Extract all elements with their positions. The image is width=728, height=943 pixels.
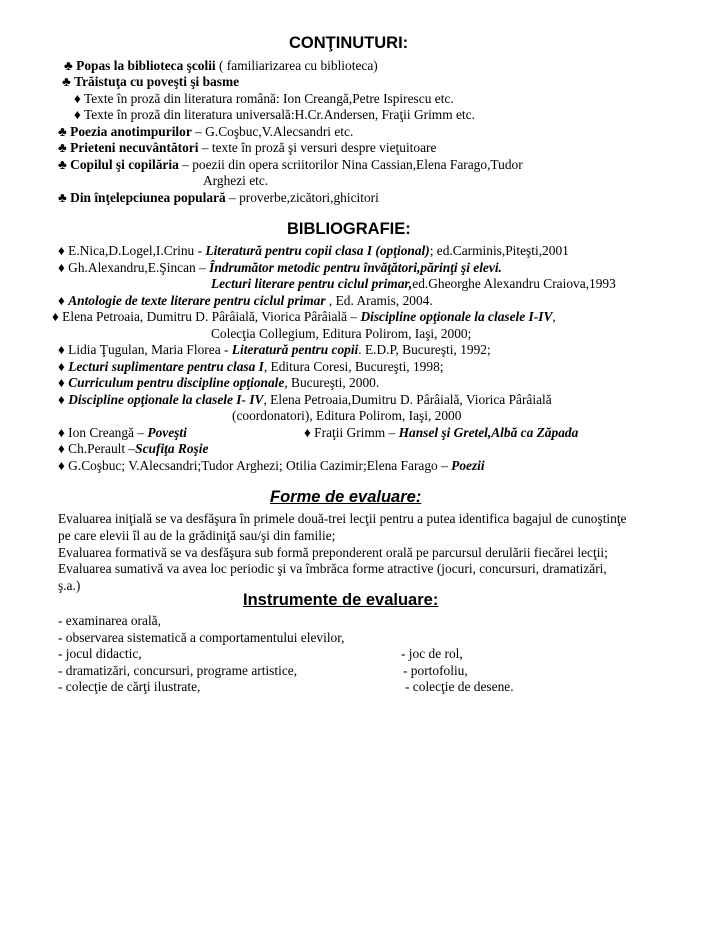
content-line-3 (74, 91, 454, 107)
biblio-entry-8-cont: (coordonatori), Editura Polirom, Iaşi, 2000 (232, 408, 462, 423)
biblio-author: ♦ Gh.Alexandru,E.Şincan – (58, 260, 210, 275)
club-bullet-icon: ♣ (58, 157, 67, 172)
instrumente-evaluare-heading: Instrumente de evaluare: (243, 591, 439, 609)
content-line-5 (58, 124, 353, 140)
forme-paragraph-line: Evaluarea sumativă va avea loc periodic şi va îmbrăca forme atractive (jocuri, concursuri, dramatizări, (58, 561, 607, 576)
biblio-author: ♦ Elena Petroaia, Dumitru D. Pârâială, Viorica Pârâială – (52, 309, 361, 324)
club-bullet-icon: ♣ (58, 140, 67, 155)
biblio-work-title: Hansel şi Gretel,Albă ca Zăpada (398, 425, 579, 440)
biblio-work-title: Literatură pentru copii clasa I (opţional) (205, 243, 430, 258)
club-bullet-icon: ♣ (58, 124, 67, 139)
instrument-item: - portofoliu, (403, 663, 468, 678)
content-detail: – G.Coşbuc,V.Alecsandri etc. (191, 124, 354, 139)
content-topic: Prieteni necuvântători (70, 140, 199, 155)
content-line-2 (62, 74, 239, 90)
biblio-entry-4 (52, 309, 556, 325)
club-bullet-icon: ♣ (58, 190, 67, 205)
biblio-publisher: , Ed. Aramis, 2004. (325, 293, 433, 308)
continuturi-heading: CONŢINUTURI: (289, 34, 409, 52)
content-topic: Copilul şi copilăria (70, 157, 179, 172)
content-line-4 (74, 107, 475, 123)
biblio-publisher: , Elena Petroaia,Dumitru D. Pârâială, Viorica Pârâială (263, 392, 552, 407)
biblio-work-title: Discipline opţionale la clasele I-IV (360, 309, 553, 324)
diamond-bullet-icon: ♦ (74, 107, 81, 122)
biblio-bullet: ♦ (58, 392, 69, 407)
content-detail: Texte în proză din literatura română: Ion Creangă,Petre Ispirescu etc. (83, 91, 454, 106)
forme-paragraph-line: Evaluarea formativă se va desfăşura sub formă preponderent orală pe parcursul derulării fiecărei lecţii; (58, 545, 608, 560)
instrument-item: - dramatizări, concursuri, programe artistice, (58, 663, 298, 678)
biblio-author: ♦ E.Nica,D.Logel,I.Crinu - (58, 243, 206, 258)
biblio-author: ♦ Lidia Ţugulan, Maria Florea - (58, 342, 232, 357)
biblio-publisher: , Bucureşti, 2000. (284, 375, 380, 390)
content-line-7 (58, 157, 523, 173)
biblio-work-title: Antologie de texte literare pentru ciclul primar (68, 293, 326, 308)
content-line-8 (58, 190, 379, 206)
content-topic: Trăistuţa cu poveşti şi basme (74, 74, 240, 89)
instrument-item: - joc de rol, (401, 646, 463, 661)
biblio-bullet: ♦ (58, 293, 69, 308)
forme-evaluare-heading: Forme de evaluare: (270, 488, 422, 506)
biblio-work-title: Îndrumător metodic pentru învăţători,părinţi şi elevi. (209, 260, 502, 275)
biblio-author: ♦ Ion Creangă – (58, 425, 148, 440)
biblio-work-title: Lecturi suplimentare pentru clasa I (68, 359, 264, 374)
forme-paragraph-line: Evaluarea iniţială se va desfăşura în primele două-trei lecţii pentru a putea identifica bagajul de cunoştinţe (58, 511, 627, 526)
biblio-entry-1 (58, 243, 569, 259)
biblio-entry-9 (58, 425, 187, 441)
content-line-7-cont: Arghezi etc. (203, 173, 269, 188)
instrument-item: - colecţie de desene. (405, 679, 514, 694)
instrument-item: - examinarea orală, (58, 613, 161, 628)
biblio-entry-2-cont (211, 276, 616, 292)
content-topic: Poezia anotimpurilor (70, 124, 192, 139)
biblio-work-title: Literatură pentru copii (231, 342, 359, 357)
biblio-work-title: Lecturi literare pentru ciclul primar, (211, 276, 413, 291)
biblio-entry-8 (58, 392, 552, 408)
biblio-work-title: Curriculum pentru discipline opţionale (68, 375, 285, 390)
biblio-work-title: Scufiţa Roşie (135, 441, 209, 456)
diamond-bullet-icon: ♦ (74, 91, 81, 106)
biblio-entry-6 (58, 359, 444, 375)
content-detail: Texte în proză din literatura universală:H.Cr.Andersen, Fraţii Grimm etc. (83, 107, 475, 122)
biblio-author: ♦ Fraţii Grimm – (304, 425, 399, 440)
biblio-entry-2 (58, 260, 502, 276)
content-line-1 (64, 58, 378, 74)
biblio-entry-11 (58, 458, 485, 474)
content-line-6 (58, 140, 436, 156)
content-topic: Din înţelepciunea populară (70, 190, 226, 205)
content-topic: Popas la biblioteca şcolii (76, 58, 216, 73)
instrument-item: - jocul didactic, (58, 646, 142, 661)
biblio-work-title: Poezii (451, 458, 485, 473)
instrument-item: - observarea sistematică a comportamentului elevilor, (58, 630, 345, 645)
instrument-item: - colecţie de cărţi ilustrate, (58, 679, 201, 694)
biblio-entry-7 (58, 375, 379, 391)
biblio-author: ♦ Ch.Perault – (58, 441, 136, 456)
biblio-entry-5 (58, 342, 491, 358)
content-detail: ( familiarizarea cu biblioteca) (215, 58, 378, 73)
biblio-publisher: ed.Gheorghe Alexandru Craiova,1993 (412, 276, 616, 291)
bibliografie-heading: BIBLIOGRAFIE: (287, 220, 411, 238)
biblio-entry-10 (58, 441, 208, 457)
biblio-entry-4-cont: Colecţia Collegium, Editura Polirom, Iaşi, 2000; (211, 326, 472, 341)
forme-paragraph-line: pe care elevii îl au de la grădiniţă sau/şi din familie; (58, 528, 336, 543)
biblio-publisher: ; ed.Carminis,Piteşti,2001 (429, 243, 569, 258)
biblio-author: ♦ G.Coşbuc; V.Alecsandri;Tudor Arghezi; Otilia Cazimir;Elena Farago – (58, 458, 452, 473)
biblio-publisher: , (552, 309, 556, 324)
biblio-entry-3 (58, 293, 433, 309)
biblio-bullet: ♦ (58, 375, 69, 390)
biblio-bullet: ♦ (58, 359, 69, 374)
content-detail: – poezii din opera scriitorilor Nina Cassian,Elena Farago,Tudor (178, 157, 523, 172)
biblio-work-title: Poveşti (147, 425, 187, 440)
biblio-publisher: , Editura Coresi, Bucureşti, 1998; (263, 359, 444, 374)
forme-paragraph-line: ş.a.) (58, 578, 81, 593)
biblio-entry-9-right (304, 425, 578, 441)
biblio-publisher: . E.D.P, Bucureşti, 1992; (358, 342, 491, 357)
content-detail: – proverbe,zicători,ghicitori (225, 190, 379, 205)
club-bullet-icon: ♣ (64, 58, 73, 73)
content-detail: – texte în proză şi versuri despre vieţuitoare (198, 140, 437, 155)
club-bullet-icon: ♣ (62, 74, 71, 89)
biblio-work-title: Discipline opţionale la clasele I- IV (68, 392, 264, 407)
